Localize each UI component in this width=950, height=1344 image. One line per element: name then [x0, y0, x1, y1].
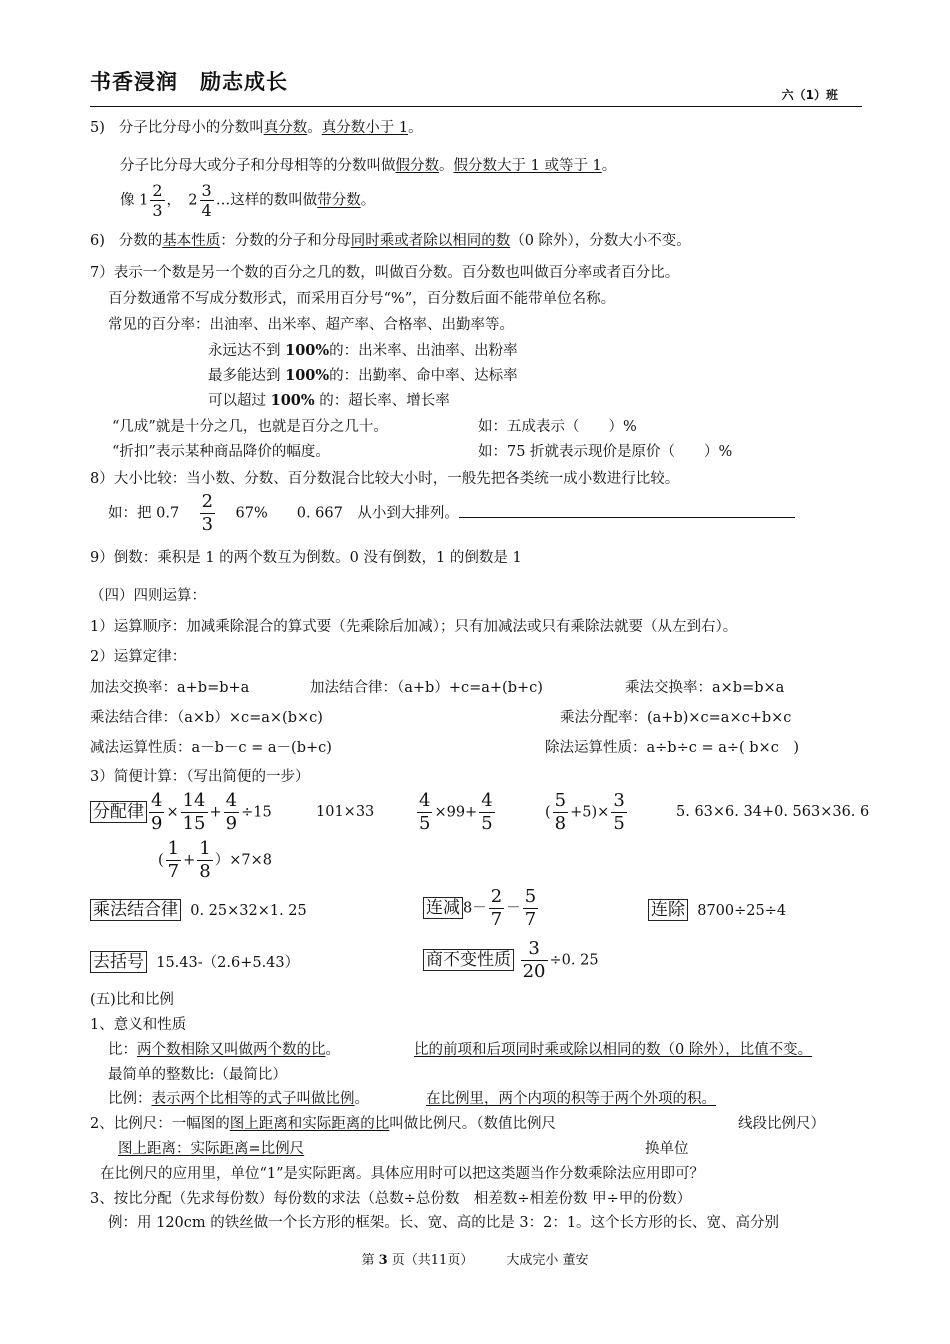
- law-division: 除法运算性质：a÷b÷c = a÷( b×c ): [545, 740, 799, 756]
- comparison-example: 如：把 0.7 $\frac{2}{3}$ 67% 0. 667 从小到大排列。: [108, 491, 795, 536]
- calc-101x33: 101×33: [316, 804, 375, 820]
- fraction-types-line2: 分子比分母大或分子和分母相等的分数叫做假分数。假分数大于 1 或等于 1。: [120, 158, 617, 174]
- calc-decimal: 5. 63×6. 34+0. 563×36. 6: [676, 804, 870, 820]
- calc-consecutive-division: 连除 8700÷25÷4: [648, 900, 786, 920]
- label-remove-brackets: 去括号: [90, 951, 147, 973]
- class-name: 六（1）班: [781, 88, 838, 102]
- calc-fraction-99: $\frac{4}{5}$ ×99+ $\frac{4}{5}$: [419, 790, 493, 834]
- distribution-example: 例：用 120cm 的铁丝做一个长方形的框架。长、宽、高的比是 3：2：1。这个长方形的长、宽、高分别: [108, 1215, 780, 1231]
- percent-never-100: 永远达不到 100%的：出米率、出油率、出粉率: [208, 342, 518, 359]
- scale-application: 在比例尺的应用里，单位“1”是实际距离。具体应用时可以把这类题当作分数乘除法应用即可？: [100, 1166, 705, 1182]
- page-number: 3: [378, 1253, 388, 1268]
- ratio-definition: 比：两个数相除又叫做两个数的比。: [108, 1042, 340, 1058]
- reciprocal-definition: 9）倒数：乘积是 1 的两个数互为倒数。0 没有倒数，1 的倒数是 1: [90, 550, 522, 566]
- scale-definition: 2、比例尺：一幅图的图上距离和实际距离的比叫做比例尺。（数值比例尺: [90, 1116, 556, 1132]
- fraction-types-line1: 5) 分子比分母小的分数叫真分数。真分数小于 1。: [90, 120, 423, 136]
- cheng-definition: “几成”就是十分之几，也就是百分之几十。: [112, 419, 388, 435]
- proportion-property: 在比例里，两个内项的积等于两个外项的积。: [426, 1091, 716, 1107]
- size-comparison: 8）大小比较：当小数、分数、百分数混合比较大小时，一般先把各类统一成小数进行比较。: [90, 471, 680, 487]
- scale-formula: 图上距离：实际距离=比例尺: [118, 1141, 305, 1157]
- unit-conversion: 换单位: [645, 1141, 689, 1157]
- calc-consecutive-subtraction: 连减 8－ $\frac{2}{7}$ － $\frac{5}{7}$: [423, 886, 540, 931]
- meaning-properties: 1、意义和性质: [90, 1017, 187, 1033]
- page-footer: 第 3 页（共11页） 大成完小 董安: [361, 1253, 589, 1268]
- label-consecutive-division: 连除: [648, 899, 688, 921]
- page-header-title: 书香浸润 励志成长: [90, 70, 288, 94]
- fraction-basic-property: 6) 分数的基本性质：分数的分子和分母同时乘或者除以相同的数（0 除外），分数大小不变。: [90, 233, 691, 249]
- law-subtraction: 减法运算性质：a－b－c = a－(b+c): [90, 740, 332, 756]
- calc-bracket-fraction: ( $\frac{5}{8}$ +5)× $\frac{3}{5}$: [545, 790, 625, 834]
- laws-title: 2）运算定律：: [90, 649, 187, 665]
- cheng-example: 如：五成表示（ ）%: [478, 419, 637, 435]
- common-percent-rates: 常见的百分率：出油率、出米率、超产率、合格率、出勤率等。: [108, 317, 514, 333]
- scale-types-end: 线段比例尺）: [738, 1116, 825, 1132]
- percent-max-100: 最多能达到 100%的：出勤率、命中率、达标率: [208, 367, 518, 384]
- proportion-definition: 比例：表示两个比相等的式子叫做比例。: [108, 1091, 369, 1107]
- school-author: 大成完小 董安: [506, 1253, 589, 1268]
- law-mul-commutative: 乘法交换率：a×b=b×a: [625, 680, 785, 696]
- percent-definition: 7）表示一个数是另一个数的百分之几的数，叫做百分数。百分数也叫做百分率或者百分比。: [90, 265, 680, 281]
- mixed-number-line: 像 1 $\frac{2}{3}$ ， 2 $\frac{3}{4}$ …这样的数叫做带分数。: [120, 181, 376, 220]
- calc-fraction-sum-product: ( $\frac{1}{7}$ + $\frac{1}{8}$ ）×7×8: [158, 838, 272, 882]
- proportional-distribution: 3、按比分配（先求每份数）每份数的求法（总数÷总份数 相差数÷相差份数 甲÷甲的份数）: [90, 1191, 692, 1207]
- operation-order: 1）运算顺序：加减乘除混合的算式要（先乘除后加减）；只有加减法或只有乘除法就要（从左到右）。: [90, 619, 738, 635]
- law-distributive: 乘法分配率：(a+b)×c=a×c+b×c: [560, 710, 792, 726]
- ratio-section-title: (五)比和比例: [90, 992, 174, 1008]
- label-mul-associative: 乘法结合律: [90, 899, 181, 921]
- law-mul-associative: 乘法结合律：（a×b）×c=a×(b×c): [90, 710, 323, 726]
- discount-example: 如：75 折就表示现价是原价（ ）%: [478, 444, 733, 460]
- calc-remove-brackets: 去括号 15.43-（2.6+5.43）: [90, 952, 299, 972]
- percent-notation: 百分数通常不写成分数形式，而采用百分号“%”，百分数后面不能带单位名称。: [108, 291, 616, 307]
- ratio-property: 比的前项和后项同时乘或除以相同的数（0 除外），比值不变。: [414, 1042, 813, 1058]
- simplest-ratio: 最简单的整数比:（最简比）: [108, 1067, 287, 1083]
- simple-calc-title: 3）简便计算：（写出简便的一步）: [90, 769, 310, 785]
- answer-blank-line[interactable]: [459, 503, 795, 518]
- percent-over-100: 可以超过 100% 的：超长率、增长率: [208, 392, 450, 409]
- label-distributive: 分配律: [90, 801, 147, 823]
- label-consecutive-subtraction: 连减: [423, 897, 463, 919]
- header-divider: [90, 106, 862, 107]
- law-add-associative: 加法结合律：（a+b）+c=a+(b+c): [310, 680, 543, 696]
- law-add-commutative: 加法交换率：a+b=b+a: [90, 680, 250, 696]
- arithmetic-section-title: （四）四则运算：: [90, 588, 206, 604]
- discount-definition: “折扣”表示某种商品降价的幅度。: [112, 444, 330, 460]
- calc-quotient-invariant: 商不变性质 $\frac{3}{20}$ ÷0. 25: [423, 938, 599, 983]
- label-quotient-invariant: 商不变性质: [423, 949, 514, 971]
- calc-mul-associative: 乘法结合律 0. 25×32×1. 25: [90, 900, 307, 920]
- calc-distributive: 分配律 $\frac{4}{9}$ × $\frac{14}{15}$ + $\frac{4}{9}$ ÷15: [90, 790, 272, 835]
